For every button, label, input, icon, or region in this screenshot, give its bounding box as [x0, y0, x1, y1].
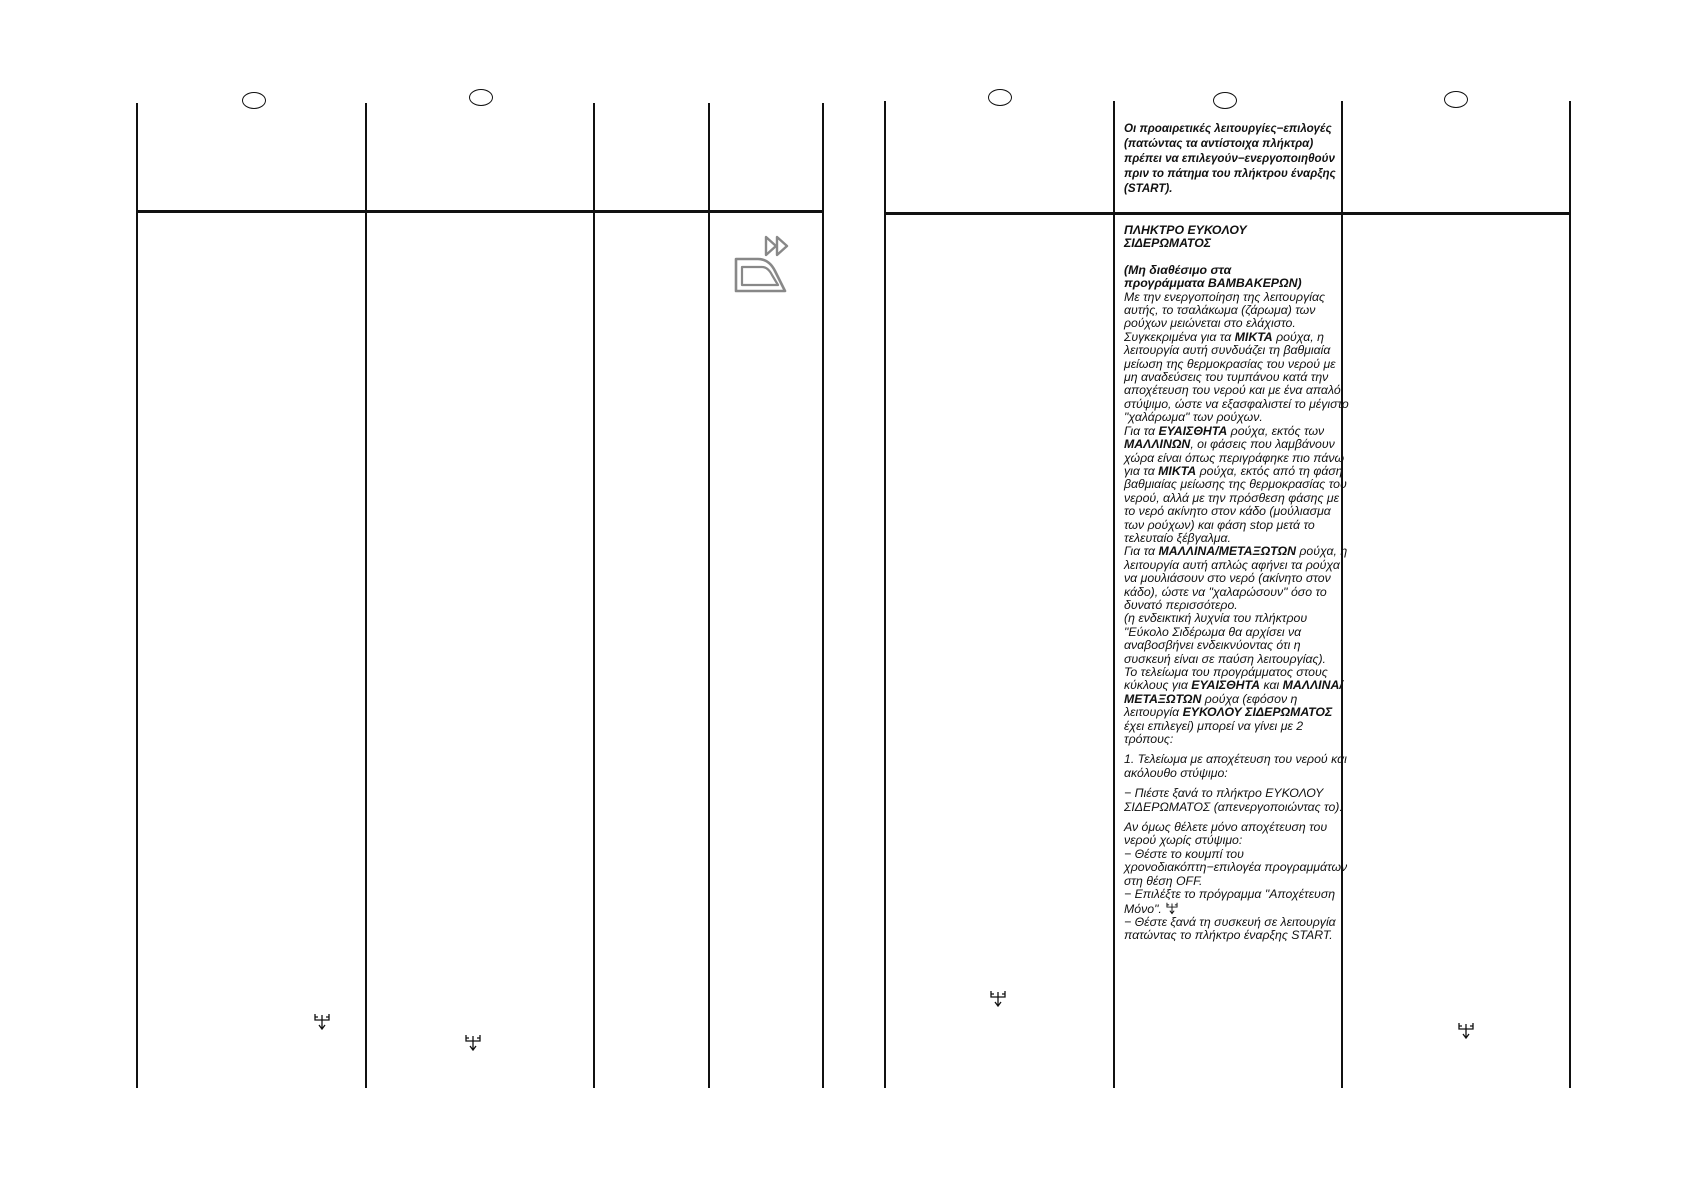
drain-symbol-icon [1165, 902, 1179, 915]
paragraph-delicates: Για τα ΕΥΑΙΣΘΗΤΑ ρούχα, εκτός των ΜΑΛΛΙΝΩΝ, οι φάσεις που λαμβάνουν χώρα είναι όπως περιγράφηκε πιο πάνω για τα ΜΙΚΤΑ ρούχα, εκτός από τη φάση βαθμιαίας μείωσης της θερμοκρασίας του νερού, αλλά με την πρόσθεση φάσης με το νερό ακίνητο στον κάδο (μούλιασμα των ρούχων) και φάση stop μετά το τελευταίο ξέβγαλμα. [1124, 423, 1347, 545]
language-flag-oval-icon [988, 89, 1012, 106]
drain-symbol-icon [465, 1034, 481, 1052]
table-header-rule-left [136, 210, 824, 213]
options-intro-note: Οι προαιρετικές λειτουργίες−επιλογές (πατώντας τα αντίστοιχα πλήκτρα) πρέπει να επιλεγούν−ενεργοποιηθούν πριν το πάτημα του πλήκτρου έναρξης (START). [1124, 122, 1336, 195]
paragraph-press-again: − Πιέστε ξανά το πλήκτρο ΕΥΚΟΛΟΥ ΣΙΔΕΡΩΜΑΤΟΣ (απενεργοποιώντας το). [1124, 786, 1343, 814]
easy-iron-section [1124, 224, 1350, 943]
drain-symbol-icon [1458, 1022, 1474, 1040]
easy-iron-icon [734, 233, 794, 293]
table-border-left-2 [365, 103, 367, 1088]
availability-note-line1: (Μη διαθέσιμο στα [1124, 262, 1232, 277]
paragraph-option-1: 1. Τελείωμα με αποχέτευση του νερού και ακόλουθο στύψιμο: [1124, 752, 1347, 780]
language-flag-oval-icon [1444, 91, 1468, 108]
paragraph-drain-only-step3: − Θέστε ξανά τη συσκευή σε λειτουργία πατώντας το πλήκτρο έναρξης START. [1124, 914, 1336, 943]
table-border-left-4 [708, 103, 710, 1088]
table-border-right-2 [1113, 101, 1115, 1088]
paragraph-mixed: Συγκεκριμένα για τα ΜΙΚΤΑ ρούχα, η λειτουργία αυτή συνδυάζει τη βαθμιαία μείωση της θερμοκρασίας του νερού με μη αναδεύσεις του τυμπάνου κατά την αποχέτευση του νερού και με ένα απαλό στύψιμο, ώστε να εξασφαλιστεί το μέγιστο "χαλάρωμα" των ρούχων. [1124, 329, 1349, 425]
paragraph-description: Με την ενεργοποίηση της λειτουργίας αυτής, το τσαλάκωμα (ζάρωμα) των ρούχων μειώνεται στο ελάχιστο. [1124, 289, 1325, 331]
paragraph-indicator-light: (η ενδεικτική λυχνία του πλήκτρου "Εύκολο Σιδέρωμα θα αρχίσει να αναβοσβήνει ενδεικνύοντας ότι η συσκευή είναι σε παύση λειτουργίας). [1124, 611, 1326, 666]
availability-note-line2: προγράμματα ΒΑΜΒΑΚΕΡΩΝ) [1124, 276, 1302, 291]
table-header-rule-right [884, 212, 1571, 215]
table-border-left-1 [136, 103, 138, 1088]
paragraph-drain-only-intro: Αν όμως θέλετε μόνο αποχέτευση του νερού χωρίς στύψιμο: [1124, 820, 1328, 848]
paragraph-wool-silk: Για τα ΜΑΛΛΙΝΑ/ΜΕΤΑΞΩΤΩΝ ρούχα, η λειτουργία αυτή απλώς αφήνει τα ρούχα να μουλιάσουν στο νερό (ακίνητο στον κάδο), ώστε να "χαλαρώσουν" όσο το δυνατό περισσότερο. [1124, 544, 1348, 612]
language-flag-oval-icon [1213, 92, 1237, 109]
table-border-left-5 [822, 103, 824, 1088]
language-flag-oval-icon [242, 92, 266, 109]
drain-symbol-icon [990, 990, 1006, 1008]
table-border-right-1 [884, 101, 886, 1088]
language-flag-oval-icon [469, 89, 493, 106]
section-title-line2: ΣΙΔΕΡΩΜΑΤΟΣ [1124, 236, 1212, 251]
paragraph-program-end: Το τελείωμα του προγράμματος στους κύκλους για ΕΥΑΙΣΘΗΤΑ και ΜΑΛΛΙΝΑ/ΜΕΤΑΞΩΤΩΝ ρούχα (εφόσον η λειτουργία ΕΥΚΟΛΟΥ ΣΙΔΕΡΩΜΑΤΟΣ έχει επιλεγεί) μπορεί να γίνει με 2 τρόπους: [1124, 665, 1343, 747]
table-border-right-4 [1569, 101, 1571, 1088]
paragraph-drain-only-step1: − Θέστε το κουμπί του χρονοδιακόπτη−επιλογέα προγραμμάτων στη θέση OFF. [1124, 846, 1348, 888]
table-border-left-3 [593, 103, 595, 1088]
paragraph-drain-only-step2: − Επιλέξτε το πρόγραμμα "Αποχέτευση Μόνο". [1124, 887, 1336, 916]
drain-symbol-icon [314, 1013, 330, 1031]
section-title-line1: ΠΛΗΚΤΡΟ ΕΥΚΟΛΟΥ [1124, 223, 1247, 237]
